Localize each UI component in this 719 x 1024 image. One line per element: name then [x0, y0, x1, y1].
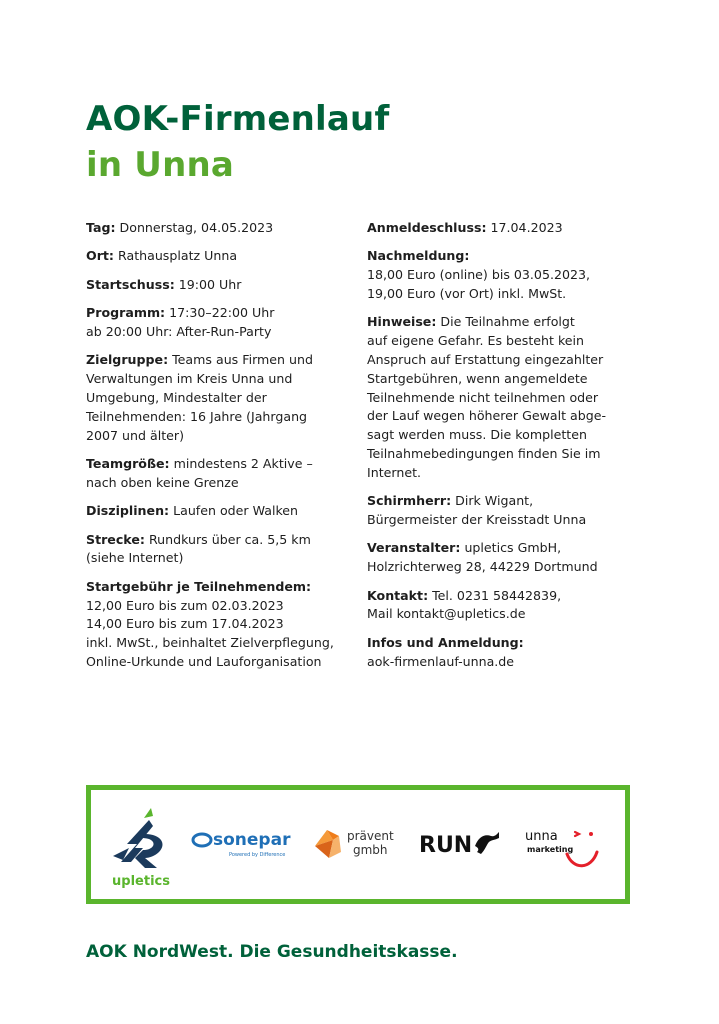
praevent-gmbh: gmbh: [353, 843, 388, 857]
info-tag: [86, 219, 344, 238]
info-label: Programm:: [86, 305, 166, 321]
info-text-line: Anspruch auf Erstattung eingezahlter: [367, 351, 604, 367]
info-text-line: nach oben keine Grenze: [86, 474, 239, 490]
run-logo: [419, 830, 501, 858]
info-text-line: 18,00 Euro (online) bis 03.05.2023,: [367, 267, 591, 283]
info-value: Dirk Wigant,: [455, 493, 534, 509]
praevent-logo: [313, 826, 399, 862]
info-anmeldung: [367, 634, 637, 672]
info-text-line: Teilnehmende nicht teilnehmen oder: [367, 389, 599, 405]
sponsor-box: [86, 785, 630, 904]
title-line-1: AOK-Firmenlauf: [86, 99, 390, 139]
info-text-line: Internet.: [367, 464, 422, 480]
info-text-line: Umgebung, Mindestalter der: [86, 389, 267, 405]
info-programm: [86, 304, 344, 342]
info-value: 17.04.2023: [490, 220, 563, 235]
info-value: upletics GmbH,: [464, 540, 562, 556]
info-strecke: [86, 531, 344, 569]
info-value: Teams aus Firmen und: [172, 352, 313, 368]
info-startgebuehr: [86, 578, 344, 672]
info-label: Teamgröße:: [86, 455, 170, 471]
info-label: Startschuss:: [86, 276, 175, 292]
upletics-logo: [109, 804, 173, 890]
info-text-line: Startgebühren, wenn angemeldete: [367, 370, 588, 386]
sonepar-tagline: Powered by Difference: [229, 852, 286, 858]
info-text-line: Mail kontakt@upletics.de: [367, 606, 526, 622]
sonepar-logo: [191, 826, 297, 860]
info-value: 17:30–22:00 Uhr: [169, 305, 275, 321]
info-text-line: Holzrichterweg 28, 44229 Dortmund: [367, 559, 598, 575]
info-label: Strecke:: [86, 531, 145, 547]
info-label: Anmeldeschluss:: [367, 220, 487, 235]
info-text-line: Bürgermeister der Kreisstadt Unna: [367, 511, 587, 527]
info-kontakt: [367, 587, 637, 625]
info-text-line: (siehe Internet): [86, 550, 184, 566]
unna-wordmark: unna: [525, 829, 558, 844]
info-schirmherr: [367, 492, 637, 530]
info-label: Disziplinen:: [86, 503, 170, 519]
right-column: [367, 219, 637, 681]
info-nachmeldung: [367, 247, 637, 303]
info-label: Veranstalter:: [367, 540, 461, 556]
info-text-line: auf eigene Gefahr. Es besteht kein: [367, 333, 585, 349]
info-text-line: ab 20:00 Uhr: After-Run-Party: [86, 323, 272, 339]
info-value: 19:00 Uhr: [178, 276, 242, 292]
info-value: Tel. 0231 58442839,: [432, 587, 562, 603]
sonepar-wordmark: sonepar: [213, 830, 291, 850]
info-veranstalter: [367, 539, 637, 577]
praevent-wordmark: prävent: [347, 829, 394, 843]
info-label: Infos und Anmeldung:: [367, 634, 524, 650]
info-label: Zielgruppe:: [86, 352, 169, 368]
info-hinweise: [367, 313, 637, 482]
info-value: Donnerstag, 04.05.2023: [119, 220, 274, 235]
info-text-line: Teilnahmebedingungen finden Sie im: [367, 445, 601, 461]
info-text-line: 14,00 Euro bis zum 17.04.2023: [86, 616, 284, 632]
info-value: mindestens 2 Aktive –: [173, 455, 313, 471]
footer-slogan: AOK NordWest. Die Gesundheitskasse.: [86, 942, 458, 962]
info-text-line: inkl. MwSt., beinhaltet Zielverpflegung,: [86, 635, 334, 651]
info-startschuss: [86, 276, 344, 295]
info-label: Hinweise:: [367, 314, 437, 330]
info-ort: [86, 247, 344, 266]
website-link[interactable]: aok-firmenlauf-unna.de: [367, 653, 515, 669]
info-label: Ort:: [86, 248, 114, 264]
info-value: Laufen oder Walken: [173, 503, 299, 519]
info-zielgruppe: [86, 351, 344, 445]
info-text-line: 12,00 Euro bis zum 02.03.2023: [86, 597, 284, 613]
info-label: Tag:: [86, 220, 116, 235]
info-text-line: Online-Urkunde und Lauforganisation: [86, 653, 322, 669]
info-text-line: der Lauf wegen höherer Gewalt abge-: [367, 408, 607, 424]
title-line-2: in Unna: [86, 145, 235, 185]
info-label: Startgebühr je Teilnehmendem:: [86, 578, 312, 594]
info-value: Die Teilnahme erfolgt: [440, 314, 575, 330]
info-text-line: Verwaltungen im Kreis Unna und: [86, 371, 293, 387]
unna-marketing-text: marketing: [527, 845, 574, 854]
info-text-line: 2007 und älter): [86, 427, 185, 443]
run-wordmark: RUN: [419, 833, 473, 858]
info-label: Nachmeldung:: [367, 248, 470, 264]
info-label: Kontakt:: [367, 587, 429, 603]
unna-marketing-logo: [521, 826, 607, 874]
info-teamgroesse: [86, 455, 344, 493]
upletics-wordmark: upletics: [112, 874, 170, 889]
info-value: Rundkurs über ca. 5,5 km: [148, 531, 311, 547]
info-value: Rathausplatz Unna: [118, 248, 238, 264]
info-disziplinen: [86, 502, 344, 521]
info-label: Schirmherr:: [367, 493, 452, 509]
info-text-line: sagt werden muss. Die kompletten: [367, 427, 587, 443]
left-column: [86, 219, 344, 681]
info-text-line: Teilnehmenden: 16 Jahre (Jahrgang: [86, 408, 308, 424]
page-title: [86, 96, 389, 188]
info-anmeldeschluss: [367, 219, 637, 238]
info-text-line: 19,00 Euro (vor Ort) inkl. MwSt.: [367, 285, 567, 301]
